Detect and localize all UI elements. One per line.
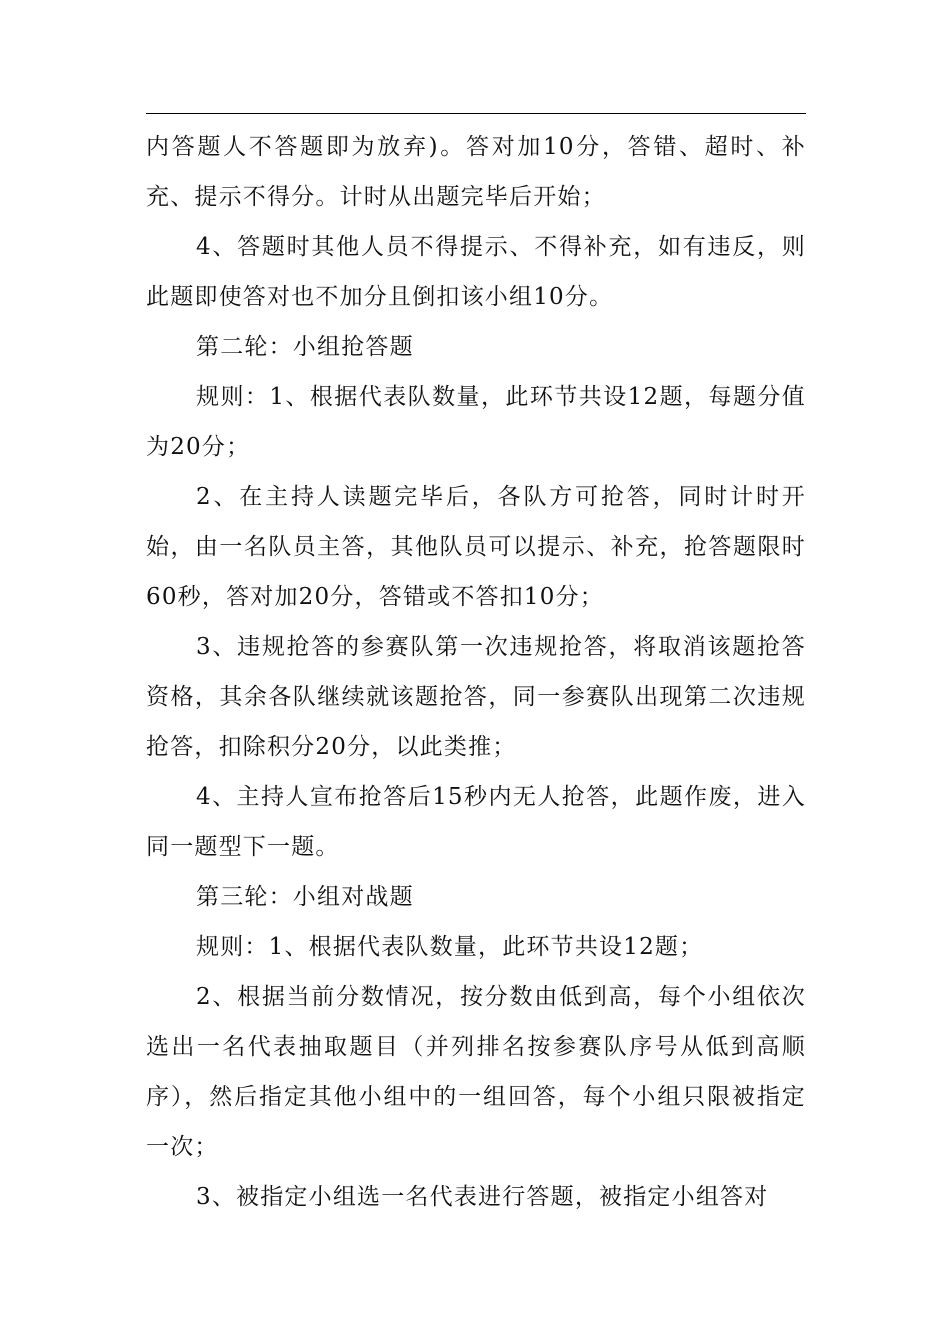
header-rule bbox=[146, 113, 806, 114]
paragraph-round-3-rule-2: 2、根据当前分数情况，按分数由低到高，每个小组依次选出一名代表抽取题目（并列排名按参赛队序号从低到高顺序），然后指定其他小组中的一组回答，每个小组只限被指定一次； bbox=[146, 984, 806, 1160]
paragraph-round-3-rule-1: 规则：1、根据代表队数量，此环节共设12题； bbox=[196, 934, 704, 960]
heading-round-2: 第二轮：小组抢答题 bbox=[196, 334, 414, 360]
paragraph-round-2-rule-4: 4、主持人宣布抢答后15秒内无人抢答，此题作废，进入同一题型下一题。 bbox=[146, 784, 806, 860]
document-body bbox=[146, 122, 806, 1222]
paragraph-continuation: 内答题人不答题即为放弃)。答对加10分，答错、超时、补充、提示不得分。计时从出题完毕后开始； bbox=[146, 134, 806, 210]
paragraph-round-3-rule-3: 3、被指定小组选一名代表进行答题，被指定小组答对 bbox=[196, 1184, 769, 1210]
paragraph-round-2-rule-3: 3、违规抢答的参赛队第一次违规抢答，将取消该题抢答资格，其余各队继续就该题抢答，同一参赛队出现第二次违规抢答，扣除积分20分，以此类推； bbox=[146, 634, 806, 760]
paragraph-round-2-rule-1: 规则：1、根据代表队数量，此环节共设12题，每题分值为20分； bbox=[146, 384, 806, 460]
heading-round-3: 第三轮：小组对战题 bbox=[196, 884, 414, 910]
paragraph-round-2-rule-2: 2、在主持人读题完毕后，各队方可抢答，同时计时开始，由一名队员主答，其他队员可以提示、补充，抢答题限时60秒，答对加20分，答错或不答扣10分； bbox=[146, 484, 806, 610]
paragraph-rule-4-round-1: 4、答题时其他人员不得提示、不得补充，如有违反，则此题即使答对也不加分且倒扣该小组10分。 bbox=[146, 234, 806, 310]
